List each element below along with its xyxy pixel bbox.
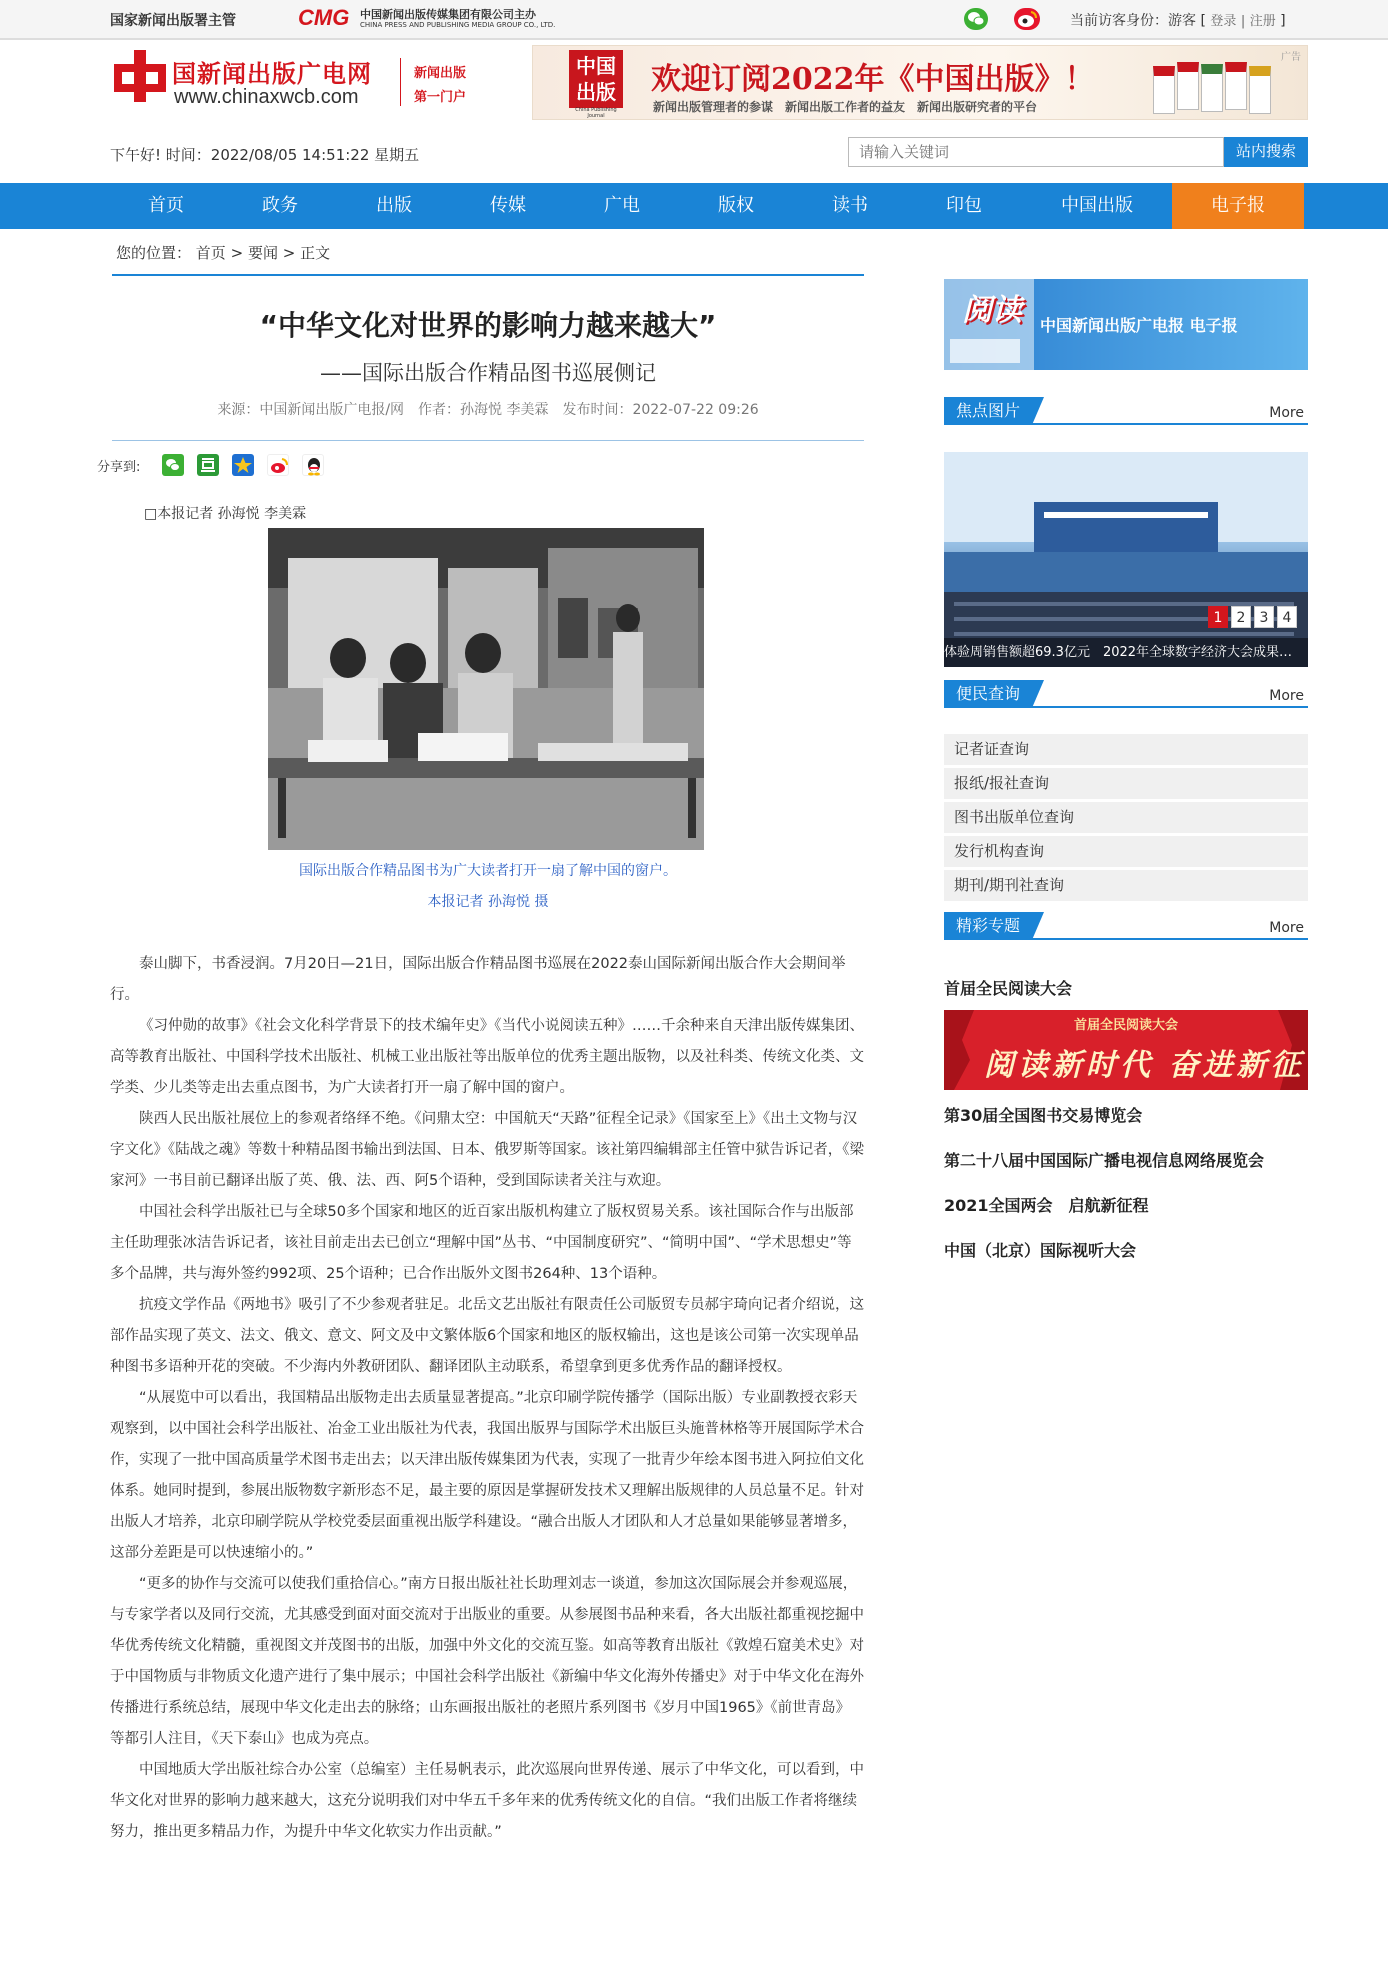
article-byline: □本报记者 孙海悦 李美霖 [144, 506, 307, 522]
top-bar [0, 0, 1388, 40]
query-newspaper[interactable]: 报纸/报社查询 [944, 768, 1308, 799]
share-qq-icon[interactable] [302, 454, 324, 476]
ad-subtitle: 新闻出版管理者的参谋 新闻出版工作者的益友 新闻出版研究者的平台 [653, 100, 1038, 114]
ad-banner[interactable] [532, 45, 1308, 120]
article-body [110, 949, 864, 1848]
wechat-icon[interactable] [964, 8, 988, 30]
nav-home[interactable]: 首页 [148, 195, 184, 216]
register-link[interactable]: 注册 [1249, 14, 1276, 29]
topic-banner-calligraphy: 阅读新时代 奋进新征 [984, 1048, 1305, 1083]
article-paragraph: 陕西人民出版社展位上的参观者络绎不绝。《问鼎太空：中国航天“天路”征程全记录》《国家至上》《出土文物与汉字文化》《陆战之魂》等数十种精品图书输出到法国、日本、俄罗斯等国家。该社第四编辑部主任管中狱告诉记者，《梁家河》一书目前已翻译出版了英、俄、法、西、阿5个语种，受到国际读者关注与欢迎。 [110, 1111, 864, 1189]
breadcrumb-divider [112, 274, 864, 276]
query-periodical[interactable]: 期刊/期刊社查询 [944, 870, 1308, 901]
focus-page-3[interactable]: 3 [1254, 606, 1274, 628]
visitor-prefix: 当前访客身份：游客 [ [1070, 13, 1206, 29]
meta-divider [112, 440, 864, 441]
topic-link[interactable]: 第二十八届中国国际广播电视信息网络展览会 [944, 1151, 1265, 1170]
nav-china-publishing[interactable]: 中国出版 [1061, 195, 1133, 216]
journal-covers-image [1153, 60, 1273, 112]
visitor-status [1070, 10, 1286, 30]
journal-seal-en: China Publishing Journal [575, 107, 617, 119]
nav-broadcast[interactable]: 广电 [604, 195, 640, 216]
main-nav [0, 183, 1388, 229]
ad-label: 广告 [1281, 52, 1301, 63]
journal-seal: 中国出版 [569, 50, 623, 108]
nav-reading[interactable]: 读书 [832, 195, 868, 216]
focus-more-link[interactable]: More [1269, 405, 1304, 421]
query-distributor[interactable]: 发行机构查询 [944, 836, 1308, 867]
article-paragraph: 《习仲勋的故事》《社会文化科学背景下的技术编年史》《当代小说阅读五种》……千余种来自天津出版传媒集团、高等教育出版社、中国科学技术出版社、机械工业出版社等出版单位的优秀主题出版物，以及社科类、传统文化类、文学类、少儿类等走出去重点图书，为广大读者打开一扇了解中国的窗户。 [110, 1018, 864, 1096]
focus-section-header [944, 397, 1308, 425]
article-paragraph: 抗疫文学作品《两地书》吸引了不少参观者驻足。北岳文艺出版社有限责任公司版贸专员郝宇琦向记者介绍说，这部作品实现了英文、法文、俄文、意文、阿文及中文繁体版6个国家和地区的版权输出，这也是该公司第一次实现单品种图书多语种开花的突破。不少海内外教研团队、翻译团队主动联系，希望拿到更多优秀作品的翻译授权。 [110, 1297, 864, 1375]
logo-divider [400, 58, 401, 106]
topic-link[interactable]: 第30届全国图书交易博览会 [944, 1106, 1143, 1125]
topic-link[interactable]: 首届全民阅读大会 [944, 979, 1073, 998]
breadcrumb-sep: > [282, 244, 296, 262]
convenience-section-title: 便民查询 [944, 680, 1032, 708]
photo-credit: 本报记者 孙海悦 摄 [427, 894, 549, 910]
epaper-read-label: 阅读 [962, 293, 1022, 328]
nav-copyright[interactable]: 版权 [718, 195, 754, 216]
article-meta: 来源：中国新闻出版广电报/网 作者：孙海悦 李美霖 发布时间：2022-07-22 09:26 [217, 402, 759, 418]
share-douban-icon[interactable] [197, 454, 219, 476]
breadcrumb-home[interactable]: 首页 [195, 244, 226, 262]
article-paragraph: “更多的协作与交流可以使我们重拾信心。”南方日报出版社社长助理刘志一谈道，参加这次国际展会并参观巡展，与专家学者以及同行交流，尤其感受到面对面交流对于出版业的重要。从参展图书品种来看，各大出版社都重视挖掘中华优秀传统文化精髓，重视图文并茂图书的出版，加强中外文化的交流互鉴。如高等教育出版社《敦煌石窟美术史》对于中国物质与非物质文化遗产进行了集中展示；中国社会科学出版社《新编中华文化海外传播史》对于中华文化在海外传播进行系统总结，展现中华文化走出去的脉络；山东画报出版社的老照片系列图书《岁月中国1965》《前世青岛》等都引人注目，《天下泰山》也成为亮点。 [110, 1576, 864, 1747]
share-weibo-icon[interactable] [267, 454, 289, 476]
ad-title: 欢迎订阅2022年《中国出版》！ [651, 62, 1095, 97]
nav-media[interactable]: 传媒 [490, 195, 526, 216]
photo-caption: 国际出版合作精品图书为广大读者打开一扇了解中国的窗户。 [299, 863, 677, 879]
topic-banner[interactable] [944, 1010, 1308, 1090]
query-journalist-card[interactable]: 记者证查询 [944, 734, 1308, 765]
focus-page-4[interactable]: 4 [1277, 606, 1297, 628]
focus-section-title: 焦点图片 [944, 397, 1032, 425]
sponsor-text: 国家新闻出版署主管 [110, 13, 236, 29]
breadcrumb [116, 242, 330, 263]
article-photo [268, 528, 704, 850]
convenience-section-header [944, 680, 1308, 708]
epaper-text: 中国新闻出版广电报 电子报 [1040, 316, 1238, 335]
login-link[interactable]: 登录 [1210, 14, 1237, 29]
topics-section-header [944, 912, 1308, 940]
cmg-name-en: CHINA PRESS AND PUBLISHING MEDIA GROUP CO., LTD. [360, 21, 556, 29]
share-qzone-icon[interactable] [232, 454, 254, 476]
weibo-icon[interactable] [1014, 8, 1040, 30]
topics-section-title: 精彩专题 [944, 912, 1032, 940]
breadcrumb-prefix: 您的位置： [116, 244, 192, 262]
convenience-more-link[interactable]: More [1269, 688, 1304, 704]
search-button[interactable]: 站内搜索 [1224, 137, 1308, 167]
breadcrumb-section[interactable]: 要闻 [247, 244, 278, 262]
site-logo-icon[interactable] [112, 48, 168, 104]
topic-link[interactable]: 中国（北京）国际视听大会 [944, 1241, 1137, 1260]
cmg-name-cn: 中国新闻出版传媒集团有限公司主办 [360, 8, 536, 21]
topics-more-link[interactable]: More [1269, 920, 1304, 936]
query-book-publisher[interactable]: 图书出版单位查询 [944, 802, 1308, 833]
topic-link[interactable]: 2021全国两会 启航新征程 [944, 1196, 1149, 1215]
cmg-logo: CMG [298, 5, 350, 30]
focus-page-1[interactable]: 1 [1208, 606, 1228, 628]
breadcrumb-sep: > [230, 244, 244, 262]
link-separator: | [1240, 14, 1246, 29]
nav-epaper[interactable]: 电子报 [1172, 183, 1304, 229]
breadcrumb-current: 正文 [300, 244, 331, 262]
visitor-suffix: ] [1280, 13, 1286, 29]
share-label: 分享到: [97, 460, 141, 475]
site-url[interactable]: www.chinaxwcb.com [174, 86, 359, 108]
article-subtitle: ——国际出版合作精品图书巡展侧记 [320, 361, 656, 385]
search-input[interactable] [848, 137, 1224, 167]
slogan-line1: 新闻出版 [414, 66, 467, 81]
focus-slide-image[interactable] [944, 452, 1308, 667]
nav-publishing[interactable]: 出版 [376, 195, 412, 216]
focus-page-2[interactable]: 2 [1231, 606, 1251, 628]
article-title: “中华文化对世界的影响力越来越大” [259, 309, 717, 342]
focus-pager [1208, 606, 1300, 628]
nav-printing[interactable]: 印包 [946, 195, 982, 216]
topic-banner-heading: 首届全民阅读大会 [1073, 1018, 1178, 1033]
epaper-banner[interactable] [944, 279, 1308, 370]
article-paragraph: 泰山脚下，书香浸润。7月20日—21日，国际出版合作精品图书巡展在2022泰山国际新闻出版合作大会期间举行。 [110, 956, 846, 1003]
nav-government[interactable]: 政务 [262, 195, 298, 216]
article-paragraph: 中国社会科学出版社已与全球50多个国家和地区的近百家出版机构建立了版权贸易关系。该社国际合作与出版部主任助理张冰洁告诉记者，该社目前走出去已创立“理解中国”丛书、“中国制度研究”、“简明中国”、“学术思想史”等多个品牌，共与海外签约992项、25个语种；已合作出版外文图书264种、13个语种。 [110, 1204, 854, 1282]
greeting-time: 下午好! 时间：2022/08/05 14:51:22 星期五 [110, 146, 420, 164]
article-paragraph: “从展览中可以看出，我国精品出版物走出去质量显著提高。”北京印刷学院传播学（国际出版）专业副教授衣彩天观察到，以中国社会科学出版社、冶金工业出版社为代表，我国出版界与国际学术出版巨头施普林格等开展国际学术合作，实现了一批中国高质量学术图书走出去；以天津出版传媒集团为代表，实现了一批青少年绘本图书进入阿拉伯文化体系。她同时提到，参展出版物数字新形态不足，最主要的原因是掌握研发技术又理解出版规律的人员总量不足。针对出版人才培养，北京印刷学院从学校党委层面重视出版学科建设。“融合出版人才团队和人才总量如果能够显著增多，这部分差距是可以快速缩小的。” [110, 1390, 864, 1561]
slogan-line2: 第一门户 [414, 90, 467, 105]
share-wechat-icon[interactable] [162, 454, 184, 476]
focus-caption[interactable]: 体验周销售额超69.3亿元 2022年全球数字经济大会成果… [944, 638, 1308, 667]
article-paragraph: 中国地质大学出版社综合办公室（总编室）主任易帆表示，此次巡展向世界传递、展示了中华文化，可以看到，中华文化对世界的影响力越来越大，这充分说明我们对中华五千多年来的优秀传统文化的自信。“我们出版工作者将继续努力，推出更多精品力作，为提升中华文化软实力作出贡献。” [110, 1762, 864, 1840]
site-name[interactable]: 国新闻出版广电网 [172, 59, 372, 88]
